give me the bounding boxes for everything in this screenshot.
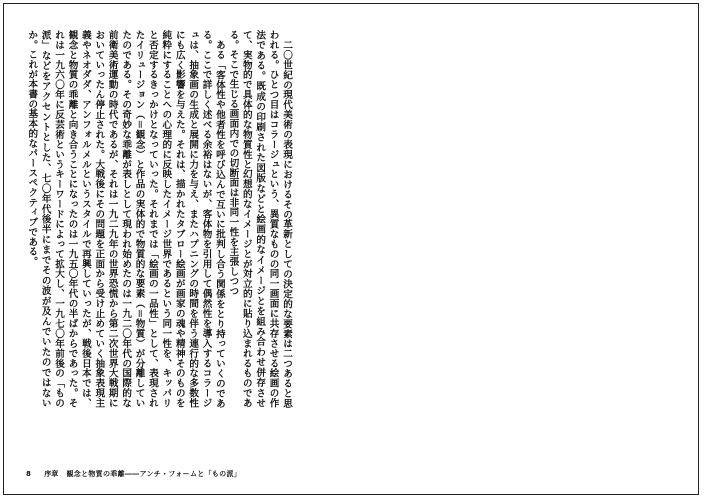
chapter-label: 序章 bbox=[44, 470, 59, 478]
body-text bbox=[26, 30, 293, 408]
footer bbox=[26, 469, 241, 479]
paragraph: 二〇世紀の現代美術の表現におけるその革新としての決定的な要素は二つあると思われる。ひとつ目はコラージュという、異質なものの同一画面に共存させる絵画の作法である。既成の印刷された図版などと絵画的なイメージとを組み合わせ併存させて、実物的で具体的な物質性と幻想的なイメージとが対立的に貼り込まれるものである。そこで生じる画面内での切断面は非同一性を主張しつつ bbox=[227, 30, 292, 408]
page-number: 8 bbox=[26, 470, 31, 478]
running-title: 観念と物質の乖離――アンチ・フォームと「もの派」 bbox=[66, 470, 242, 478]
paragraph: ある「客体性や他者性を呼び込んで互いに批判し合う関係をとり持っていくのである。ここで詳しく述べる余裕はないが、客体物を引用して偶然性を導入するコラージュは、抽象画の生成と展開に力を与え、またハプニングの時間を伴う連行的な多数性にも広く影響を与えた。それは、描かれたタブロー絵画が画家の魂や精神そのものを純粋にすることへの心理的に反映したイメージ世界であるという同一性を、キッパリと否定するきっかけとなっていった。それまでは「絵画の一品性」として、表現されたイリュージョン（＝観念）と作品の実体的で物質的な要素（＝物質）が分離していたのである。その奇妙な乖離が表しとして現われ始めたのは一九二〇年代の国際的な前衛美術運動の時代であるが、それは一九二九年の世界恐慌から第二次世界大戦期においていったん停止された。大戦後にその問題を正面から受け止めていく抽象表現主義やネオダダ、アンフォルメルというスタイルで再興していったが、戦後日本では、観念と物質の乖離と向き合うことになったのは一九五〇年代の半ばからであった。それは一九六〇年に反芸術というキーワードによって拡大し、一九七〇年前後の「もの派」などをアクセントとした、七〇年代後半にまでその波が及んでいたのではないか。これが本書の基本的なパースペクティブである。 bbox=[26, 30, 225, 408]
